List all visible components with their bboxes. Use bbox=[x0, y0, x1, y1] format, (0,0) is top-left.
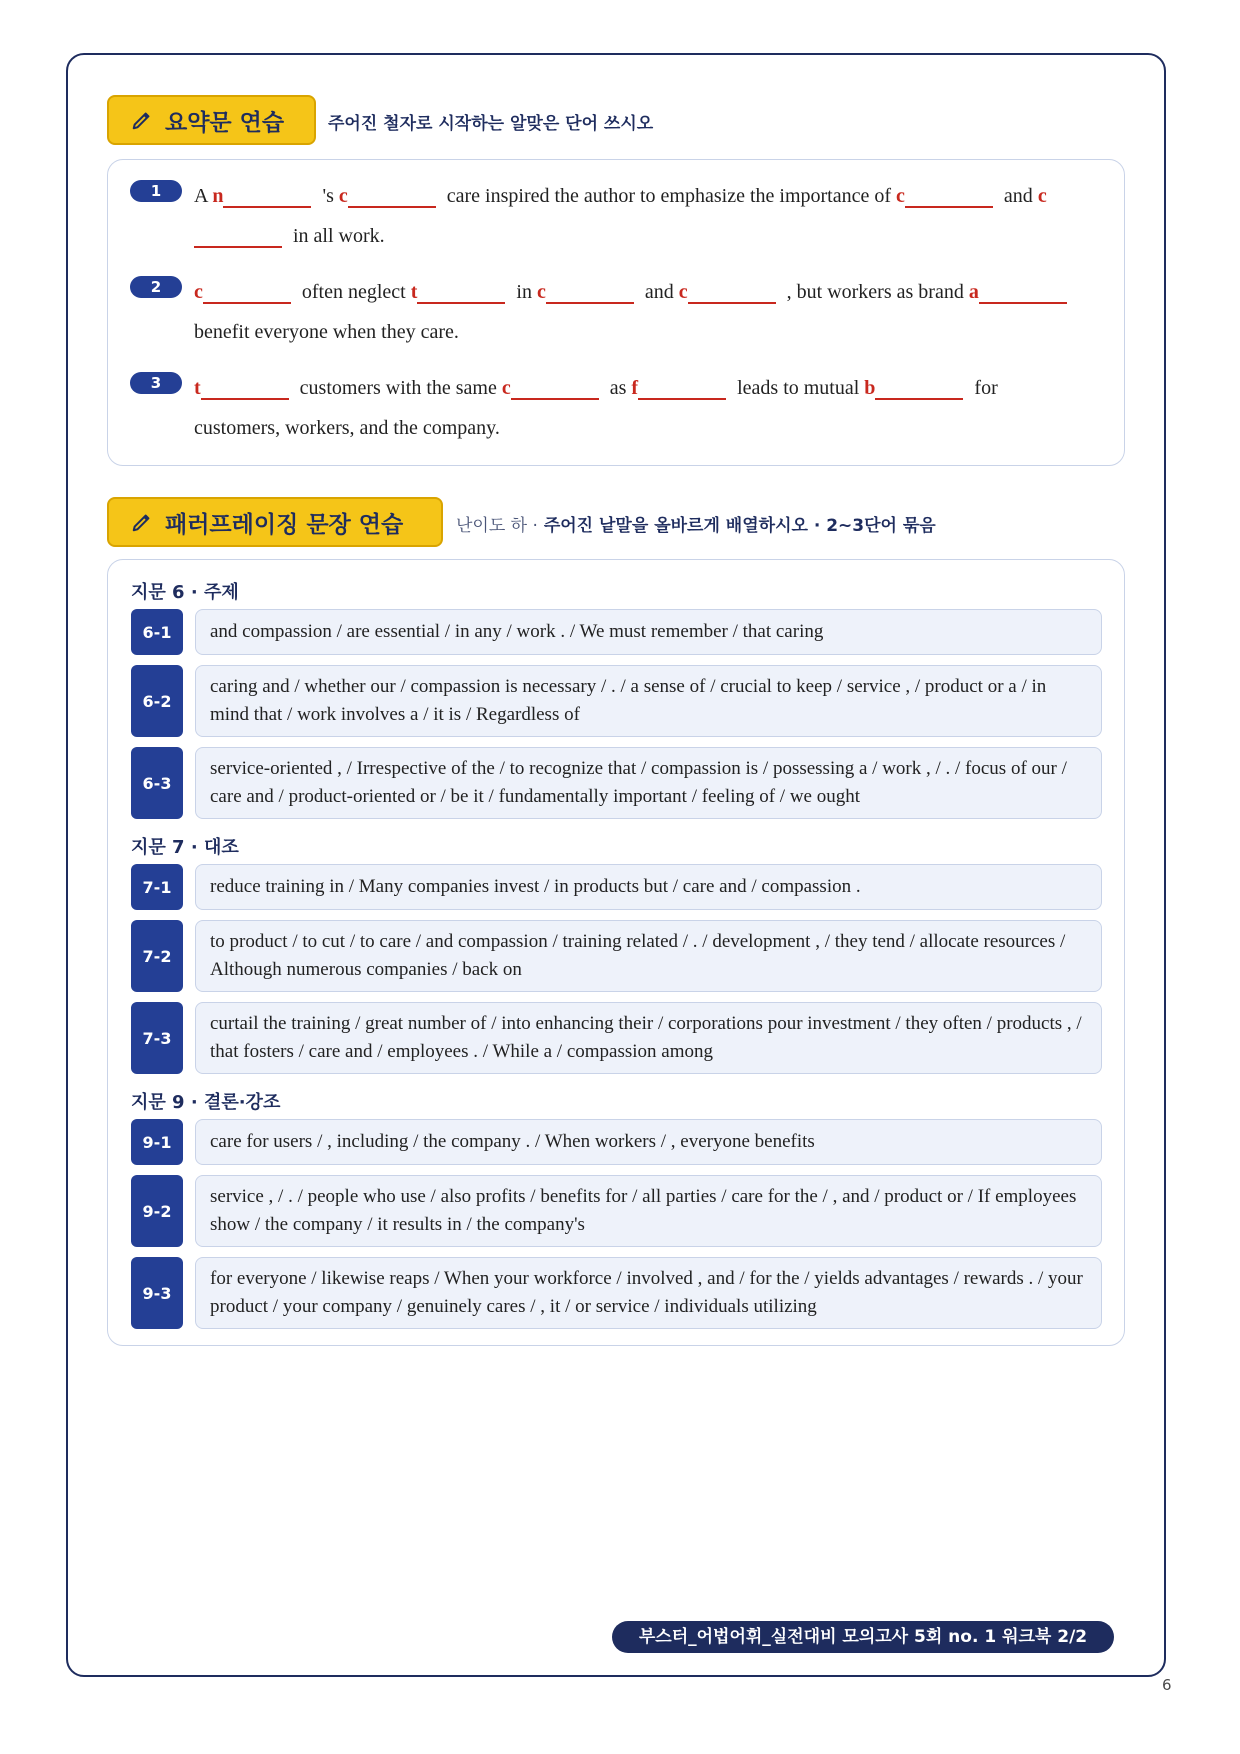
paraphrase-item-6-2 bbox=[131, 665, 1102, 737]
initial-letter: a bbox=[968, 281, 979, 303]
item-number-badge: 7-1 bbox=[131, 864, 183, 910]
summary-section-title: 요약문 연습 bbox=[165, 109, 285, 136]
initial-letter: c bbox=[536, 281, 546, 303]
initial-letter: t bbox=[194, 377, 201, 399]
answer-blank[interactable] bbox=[546, 274, 634, 304]
pencil-icon bbox=[131, 109, 153, 131]
initial-letter: c bbox=[678, 281, 688, 303]
word-chunks: care for users / , including / the company . / When workers / , everyone benefits bbox=[195, 1119, 1102, 1165]
answer-blank[interactable] bbox=[201, 370, 289, 400]
question-number-badge: 3 bbox=[130, 372, 182, 394]
paraphrase-section-title: 패러프레이징 문장 연습 bbox=[165, 511, 404, 538]
initial-letter: n bbox=[212, 185, 224, 207]
summary-instruction: 주어진 철자로 시작하는 알맞은 단어 쓰시오 bbox=[328, 114, 654, 134]
item-number-badge: 6-2 bbox=[131, 665, 183, 737]
summary-question-2 bbox=[130, 272, 1094, 352]
answer-blank[interactable] bbox=[905, 178, 993, 208]
question-number-badge: 2 bbox=[130, 276, 182, 298]
question-text: A n 's c care inspired the author to emphasize the importance of c and c in all work. bbox=[194, 176, 1094, 256]
answer-blank[interactable] bbox=[979, 274, 1067, 304]
initial-letter: t bbox=[410, 281, 418, 303]
paraphrase-item-6-1 bbox=[131, 609, 1102, 655]
paraphrase-item-7-1 bbox=[131, 864, 1102, 910]
item-number-badge: 6-3 bbox=[131, 747, 183, 819]
item-number-badge: 7-2 bbox=[131, 920, 183, 992]
paraphrase-item-9-3 bbox=[131, 1257, 1102, 1329]
item-number-badge: 9-2 bbox=[131, 1175, 183, 1247]
word-chunks: curtail the training / great number of / into enhancing their / corporations pour investment / they often / products , / that fosters / care and / employees . / While a / compassion among bbox=[195, 1002, 1102, 1074]
item-number-badge: 7-3 bbox=[131, 1002, 183, 1074]
item-number-badge: 9-3 bbox=[131, 1257, 183, 1329]
initial-letter: c bbox=[896, 185, 905, 207]
paraphrase-item-9-2 bbox=[131, 1175, 1102, 1247]
initial-letter: b bbox=[864, 377, 876, 399]
summary-section-tag bbox=[107, 95, 316, 145]
paraphrase-item-6-3 bbox=[131, 747, 1102, 819]
question-number-badge: 1 bbox=[130, 180, 182, 202]
page-number: 6 bbox=[1162, 1676, 1172, 1694]
answer-blank[interactable] bbox=[223, 178, 311, 208]
paraphrase-instruction: 난이도 하 · 주어진 낱말을 올바르게 배열하시오 · 2~3단어 묶음 bbox=[456, 516, 936, 536]
word-chunks: and compassion / are essential / in any / work . / We must remember / that caring bbox=[195, 609, 1102, 655]
answer-blank[interactable] bbox=[348, 178, 436, 208]
initial-letter: c bbox=[1037, 185, 1047, 207]
answer-blank[interactable] bbox=[417, 274, 505, 304]
item-number-badge: 9-1 bbox=[131, 1119, 183, 1165]
question-text: c often neglect t in c and c , but workers as brand a benefit everyone when they care. bbox=[194, 272, 1094, 352]
pencil-icon bbox=[131, 511, 153, 533]
passage-heading: 지문 9 · 결론·강조 bbox=[131, 1092, 281, 1113]
word-chunks: for everyone / likewise reaps / When your workforce / involved , and / for the / yields advantages / rewards . / your product / your company / genuinely cares / , it / or service / individuals utilizing bbox=[195, 1257, 1102, 1329]
initial-letter: c bbox=[338, 185, 348, 207]
answer-blank[interactable] bbox=[203, 274, 291, 304]
initial-letter: c bbox=[194, 281, 203, 303]
summary-question-3 bbox=[130, 368, 1094, 448]
answer-blank[interactable] bbox=[638, 370, 726, 400]
initial-letter: c bbox=[501, 377, 511, 399]
word-chunks: caring and / whether our / compassion is necessary / . / a sense of / crucial to keep / service , / product or a / in mind that / work involves a / it is / Regardless of bbox=[195, 665, 1102, 737]
summary-box bbox=[107, 159, 1125, 466]
word-chunks: service , / . / people who use / also profits / benefits for / all parties / care for the / , and / product or / If employees show / the company / it results in / the company's bbox=[195, 1175, 1102, 1247]
answer-blank[interactable] bbox=[875, 370, 963, 400]
paraphrase-item-7-2 bbox=[131, 920, 1102, 992]
difficulty-label: 난이도 하 · bbox=[456, 516, 538, 536]
initial-letter: f bbox=[631, 377, 639, 399]
answer-blank[interactable] bbox=[688, 274, 776, 304]
paraphrase-item-9-1 bbox=[131, 1119, 1102, 1165]
footer-label: 부스터_어법어휘_실전대비 모의고사 5회 no. 1 워크북 2/2 bbox=[612, 1621, 1114, 1653]
word-chunks: reduce training in / Many companies invest / in products but / care and / compassion . bbox=[195, 864, 1102, 910]
question-text: t customers with the same c as f leads to mutual b for customers, workers, and the company. bbox=[194, 368, 1094, 448]
answer-blank[interactable] bbox=[194, 218, 282, 248]
item-number-badge: 6-1 bbox=[131, 609, 183, 655]
paraphrase-item-7-3 bbox=[131, 1002, 1102, 1074]
summary-question-1 bbox=[130, 176, 1094, 256]
passage-heading: 지문 7 · 대조 bbox=[131, 837, 239, 858]
passage-heading: 지문 6 · 주제 bbox=[131, 582, 239, 603]
paraphrase-section-tag bbox=[107, 497, 443, 547]
answer-blank[interactable] bbox=[511, 370, 599, 400]
word-chunks: to product / to cut / to care / and compassion / training related / . / development , / they tend / allocate resources / Although numerous companies / back on bbox=[195, 920, 1102, 992]
word-chunks: service-oriented , / Irrespective of the / to recognize that / compassion is / possessing a / work , / . / focus of our / care and / product-oriented or / be it / fundamentally important / feeling of / we ought bbox=[195, 747, 1102, 819]
